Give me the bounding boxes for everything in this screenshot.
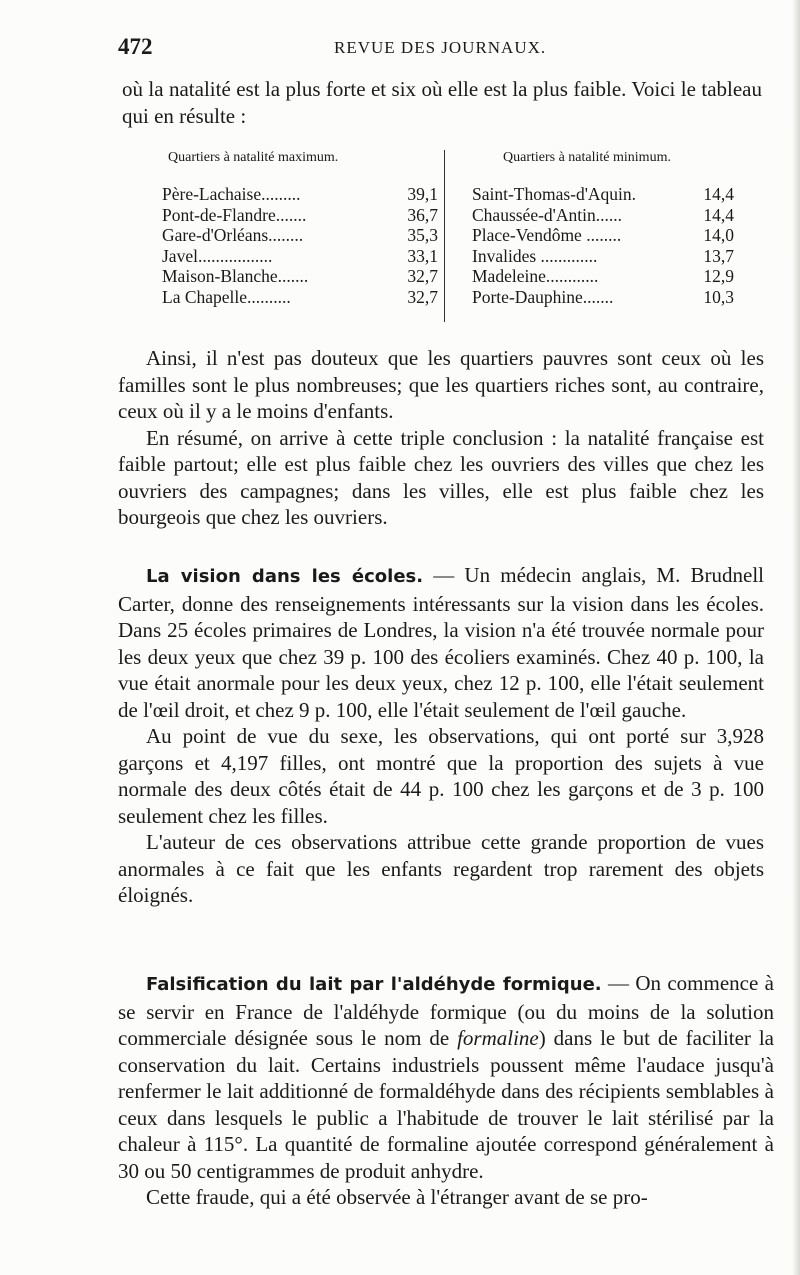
- minimum-list: [472, 184, 734, 308]
- natality-conclusion: [118, 345, 764, 531]
- quarter-value: 36,7: [407, 204, 438, 225]
- quarter-value: 12,9: [703, 266, 734, 287]
- page-edge-shadow: [792, 0, 800, 1275]
- quarter-name: Javel.................: [162, 245, 273, 266]
- page-header: [118, 34, 758, 64]
- quarter-name: Chaussée-d'Antin......: [472, 204, 622, 225]
- table-row: [162, 287, 438, 308]
- paragraph-text: — Un médecin anglais, M. Brudnell Carter, donne des renseignements intéressants sur la vision dans les écoles. Dans 25 écoles primaires de Londres, la vision n'a été trouvée normale pour les deux yeux que chez 39 p. 100 des écoliers examinés. Chez 40 p. 100, la vue était anormale pour les deux yeux, chez 12 p. 100, elle l'était seulement de l'œil droit, et chez 9 p. 100, elle l'était seulement de l'œil gauche.: [118, 563, 764, 722]
- table-row: [472, 246, 734, 267]
- table-row: [472, 266, 734, 287]
- article-vision-schools: [118, 562, 764, 909]
- paragraph-text: — On commence à se servir en France de l'aldéhyde formique (ou du moins de la solution commerciale désignée sous le nom de: [118, 971, 774, 1050]
- quarter-value: 33,1: [407, 245, 438, 266]
- quarter-name: Maison-Blanche.......: [162, 266, 309, 287]
- quarter-name: Madeleine............: [472, 266, 599, 287]
- intro-text: où la natalité est la plus forte et six où elle est la plus faible. Voici le tableau qui en résulte :: [122, 77, 762, 128]
- table-row: [472, 205, 734, 226]
- quarter-name: Gare-d'Orléans........: [162, 225, 304, 246]
- intro-paragraph: [122, 76, 762, 129]
- quarter-value: 10,3: [703, 286, 734, 307]
- right-column-heading: Quartiers à natalité minimum.: [503, 150, 671, 165]
- paragraph: En résumé, on arrive à cette triple conclusion : la natalité française est faible partout; elle est plus faible chez les ouvriers des villes que chez les ouvriers des campagnes; dans les villes, elle est plus faible chez les bourgeois que chez les ouvriers.: [118, 425, 764, 529]
- article-milk-falsification: [118, 970, 774, 1211]
- article-title: La vision dans les écoles.: [146, 566, 424, 587]
- column-divider: [444, 150, 445, 322]
- paragraph: Cette fraude, qui a été observée à l'étranger avant de se pro-: [146, 1185, 648, 1209]
- left-column-heading: Quartiers à natalité maximum.: [168, 150, 339, 165]
- table-row: [162, 266, 438, 287]
- article-title: Falsification du lait par l'aldéhyde formique.: [146, 974, 602, 995]
- paragraph: [118, 562, 764, 723]
- maximum-list: [162, 184, 438, 308]
- paragraph: Ainsi, il n'est pas douteux que les quartiers pauvres sont ceux où les familles sont le plus nombreuses; que les quartiers riches sont, au contraire, ceux où il y a le moins d'enfants.: [118, 346, 764, 423]
- table-row: [472, 225, 734, 246]
- italic-term: formaline: [457, 1026, 539, 1050]
- table-row: [162, 246, 438, 267]
- quarter-value: 35,3: [407, 225, 438, 246]
- quarter-name: La Chapelle..........: [162, 286, 291, 307]
- quarter-name: Porte-Dauphine.......: [472, 286, 614, 307]
- table-row: [162, 184, 438, 205]
- quarter-value: 14,4: [703, 184, 734, 204]
- quarter-value: 39,1: [407, 184, 438, 204]
- table-row: [162, 225, 438, 246]
- table-row: [472, 287, 734, 308]
- page-number: 472: [118, 34, 153, 59]
- paragraph: [118, 970, 774, 1184]
- paragraph: L'auteur de ces observations attribue cette grande proportion de vues anormales à ce fait que les enfants regardent trop rarement des objets éloignés.: [118, 830, 764, 907]
- quarter-value: 32,7: [407, 266, 438, 287]
- quarter-value: 14,4: [703, 204, 734, 225]
- quarter-value: 32,7: [407, 286, 438, 307]
- paragraph-text: ) dans le but de faciliter la conservation du lait. Certains industriels poussent même l'audace jusqu'à renfermer le lait additionné de formaldéhyde dans des récipients semblables à ceux dans lesquels le public a l'habitude de trouver le lait stérilisé par la chaleur à 115°. La quantité de formaline ajoutée correspond généralement à 30 ou 50 centigrammes de produit anhydre.: [118, 1026, 774, 1183]
- quarter-value: 14,0: [703, 225, 734, 246]
- quarter-name: Père-Lachaise.........: [162, 184, 301, 204]
- quarter-name: Pont-de-Flandre.......: [162, 204, 307, 225]
- quarter-name: Saint-Thomas-d'Aquin.: [472, 184, 637, 204]
- table-row: [472, 184, 734, 205]
- table-row: [162, 205, 438, 226]
- quarter-name: Place-Vendôme ........: [472, 225, 622, 246]
- paragraph: Au point de vue du sexe, les observations, qui ont porté sur 3,928 garçons et 4,197 filles, ont montré que la proportion des sujets à vue normale des deux côtés était de 44 p. 100 chez les garçons et de 3 p. 100 seulement chez les filles.: [118, 724, 764, 828]
- running-head: REVUE DES JOURNAUX.: [334, 38, 547, 57]
- quarter-name: Invalides .............: [472, 245, 598, 266]
- quarter-value: 13,7: [703, 245, 734, 266]
